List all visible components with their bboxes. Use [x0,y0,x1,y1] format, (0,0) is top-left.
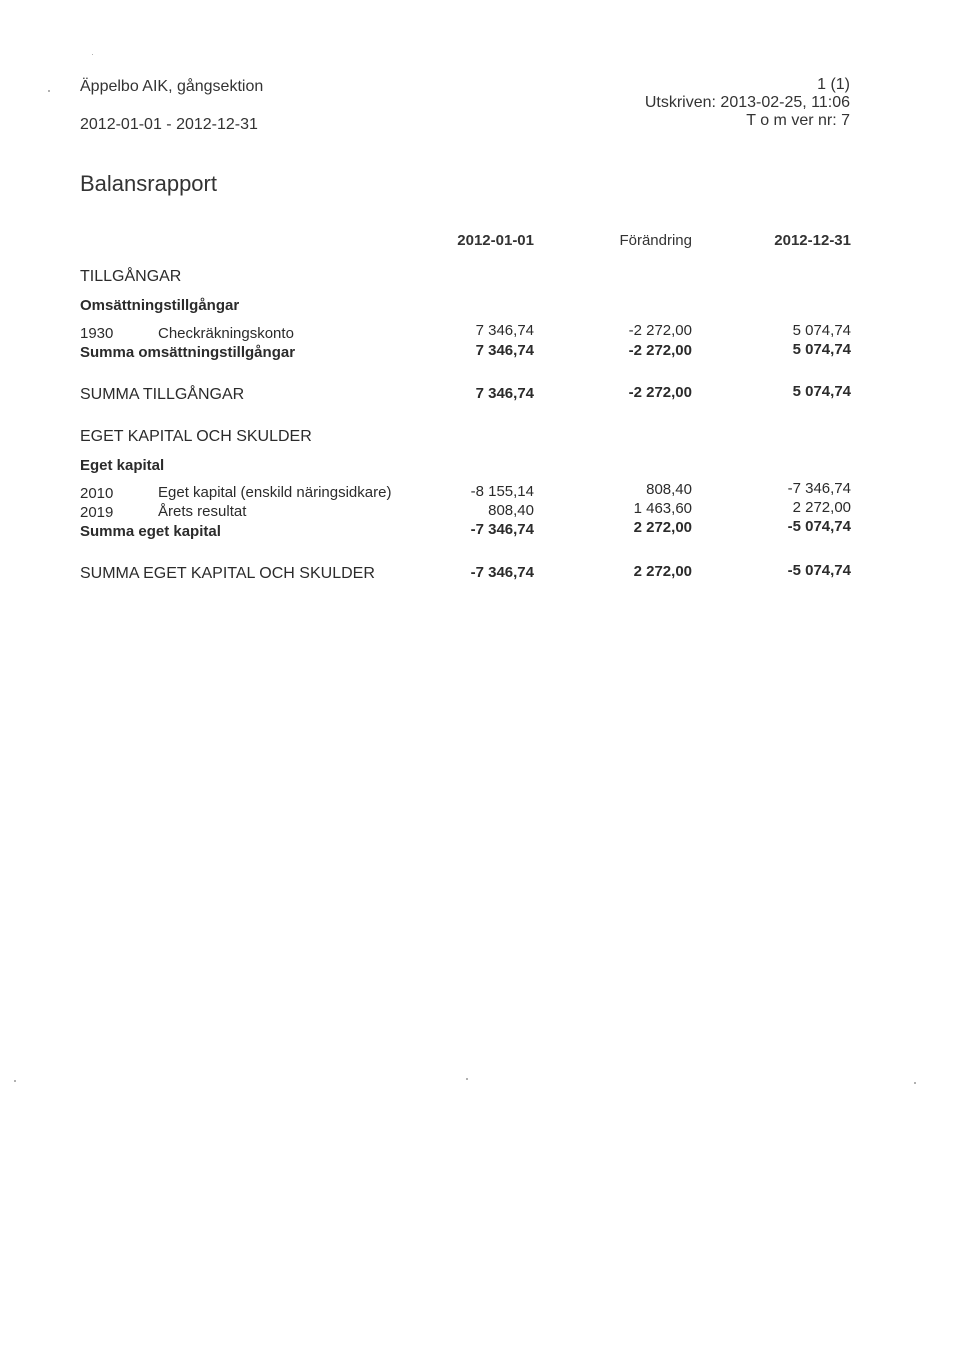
closing-value: 5 074,74 [792,322,851,339]
current-assets-heading: Omsättningstillgångar [80,297,240,314]
account-name: Årets resultat [158,503,247,520]
column-header-opening: 2012-01-01 [457,232,534,249]
account-number: 2010 [80,485,114,502]
change-value: -2 272,00 [628,322,692,339]
subtotal-label: Summa eget kapital [80,523,221,540]
total-closing: -5 074,74 [787,562,851,579]
scan-speck [14,1080,16,1082]
equity-liabilities-heading: EGET KAPITAL OCH SKULDER [80,428,312,445]
opening-value: 808,40 [488,502,534,519]
change-value: 1 463,60 [633,500,692,517]
account-number: 1930 [80,325,114,342]
closing-value: 2 272,00 [792,499,851,516]
report-period: 2012-01-01 - 2012-12-31 [80,116,258,133]
report-title: Balansrapport [80,171,217,196]
subtotal-opening: -7 346,74 [470,521,534,538]
subtotal-change: 2 272,00 [633,519,692,536]
total-label: SUMMA TILLGÅNGAR [80,386,245,403]
account-number: 2019 [80,504,114,521]
opening-value: 7 346,74 [475,322,534,339]
column-header-closing: 2012-12-31 [774,232,851,249]
scan-speck [92,54,93,55]
account-name: Eget kapital (enskild näringsidkare) [158,484,392,501]
printed-timestamp: Utskriven: 2013-02-25, 11:06 [644,94,850,111]
equity-heading: Eget kapital [80,457,165,474]
scan-speck [48,90,50,92]
opening-value: -8 155,14 [470,483,534,500]
subtotal-closing: -5 074,74 [787,518,851,535]
total-opening: -7 346,74 [470,564,534,581]
total-label: SUMMA EGET KAPITAL OCH SKULDER [80,565,375,582]
closing-value: -7 346,74 [787,480,851,497]
org-name: Äppelbo AIK, gångsektion [80,78,264,95]
change-value: 808,40 [646,481,692,498]
subtotal-opening: 7 346,74 [475,342,534,359]
scan-speck [914,1082,916,1084]
subtotal-label: Summa omsättningstillgångar [80,344,296,361]
total-change: -2 272,00 [628,384,692,401]
assets-heading: TILLGÅNGAR [80,268,182,285]
version-number: T o m ver nr: 7 [746,112,850,129]
column-header-change: Förändring [619,232,692,249]
scan-speck [466,1078,468,1080]
total-opening: 7 346,74 [475,385,534,402]
page-number: 1 (1) [817,76,850,93]
subtotal-change: -2 272,00 [628,342,692,359]
total-change: 2 272,00 [633,563,692,580]
account-name: Checkräkningskonto [158,325,294,342]
subtotal-closing: 5 074,74 [792,341,851,358]
total-closing: 5 074,74 [792,383,851,400]
